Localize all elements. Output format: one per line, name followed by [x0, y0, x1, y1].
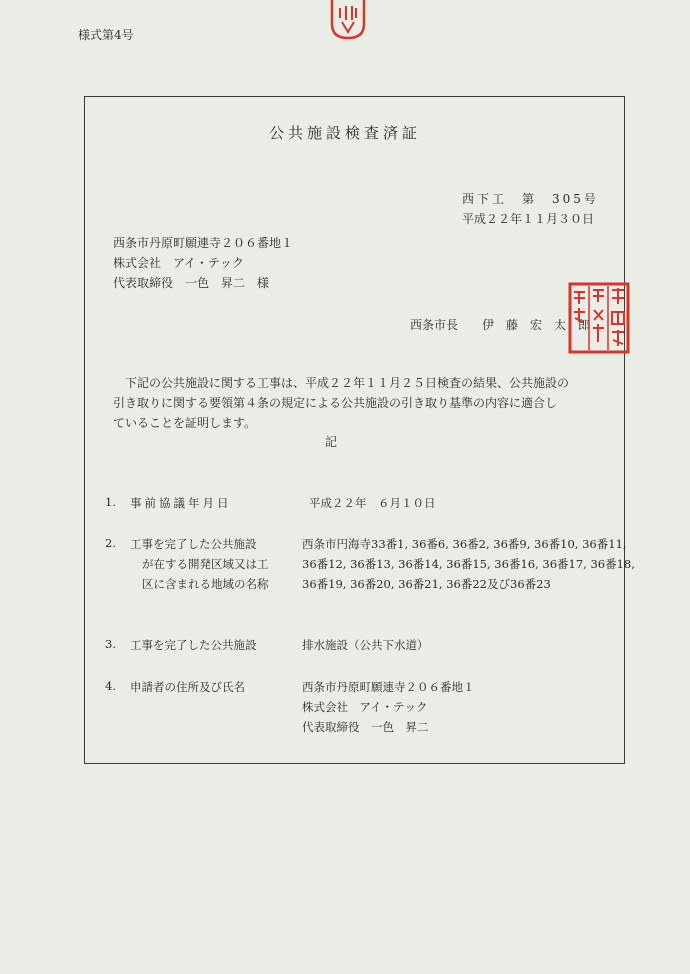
recipient-representative: 代表取締役 一色 昇二 様	[113, 276, 270, 290]
item-4-value-line-1: 西条市丹原町願連寺２０６番地１	[302, 680, 475, 694]
item-4-number: 4.	[105, 679, 116, 693]
document-title: 公共施設検査済証	[268, 124, 421, 142]
body-line-2: 引き取りに関する要領第４条の規定による公共施設の引き取り基準の内容に適合し	[113, 396, 558, 410]
issuer-name: 西条市長 伊 藤 宏 太 郎	[410, 318, 591, 332]
body-line-1: 下記の公共施設に関する工事は、平成２２年１１月２５日検査の結果、公共施設の	[113, 376, 570, 390]
item-2-label-line-3: 区に含まれる地域の名称	[142, 577, 269, 591]
document-number: 西下工 第 305号	[462, 192, 599, 206]
recipient-company: 株式会社 アイ・テック	[113, 256, 244, 270]
top-seal-stamp	[328, 0, 368, 40]
ki-heading: 記	[325, 435, 338, 449]
item-2-value-line-3: 36番19, 36番20, 36番21, 36番22及び36番23	[302, 577, 551, 591]
item-3-value: 排水施設（公共下水道）	[302, 638, 429, 652]
recipient-address: 西条市丹原町願連寺２０６番地１	[113, 236, 294, 250]
item-4-value-line-3: 代表取締役 一色 昇二	[302, 720, 429, 734]
item-2-value-line-1: 西条市円海寺33番1, 36番6, 36番2, 36番9, 36番10, 36番11,	[302, 537, 627, 551]
item-1-number: 1.	[105, 495, 116, 509]
item-4-value-line-2: 株式会社 アイ・テック	[302, 700, 428, 714]
document-date: 平成２２年１１月３０日	[462, 212, 595, 226]
item-1-value: 平成２２年 ６月１０日	[309, 496, 436, 510]
body-line-3: ていることを証明します。	[113, 416, 257, 430]
official-seal-stamp	[568, 282, 632, 358]
item-1-label: 事前協議年月日	[130, 496, 232, 510]
item-2-number: 2.	[105, 536, 116, 550]
form-number: 様式第4号	[78, 28, 134, 42]
item-2-label-line-2: が在する開発区域又は工	[142, 557, 269, 571]
item-4-label: 申請者の住所及び氏名	[130, 680, 245, 694]
item-3-label: 工事を完了した公共施設	[130, 638, 257, 652]
item-3-number: 3.	[105, 637, 116, 651]
item-2-value-line-2: 36番12, 36番13, 36番14, 36番15, 36番16, 36番17, 36番18,	[302, 557, 635, 571]
item-2-label-line-1: 工事を完了した公共施設	[130, 537, 257, 551]
